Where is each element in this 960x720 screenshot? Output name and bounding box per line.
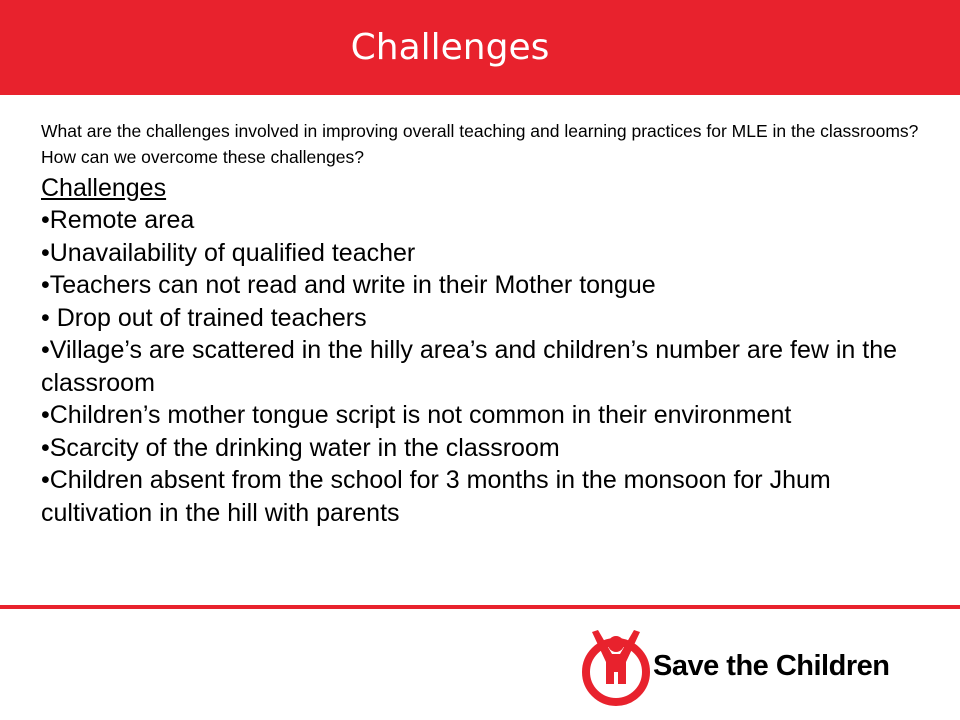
challenges-list [41,204,931,529]
list-item: •Unavailability of qualified teacher [41,238,416,267]
list-item: •Children’s mother tongue script is not common in their environment [41,401,792,429]
slide-content [41,118,931,529]
list-item: •Children absent from the school for 3 months in the monsoon for Jhum cultivation in the hill with parents [41,466,831,527]
list-item: • Drop out of trained teachers [41,303,367,332]
logo-text: Save the Children [653,650,890,682]
slide-title: Challenges [350,27,550,68]
list-item: •Village’s are scattered in the hilly area’s and children’s number are few in the classroom [41,336,898,397]
save-the-children-logo [582,626,922,706]
save-the-children-figure-icon [582,626,650,706]
bottom-rule [0,605,960,609]
section-heading: Challenges [41,174,167,202]
list-item: •Remote area [41,206,195,234]
list-item: •Teachers can not read and write in their Mother tongue [41,271,656,299]
question-text: What are the challenges involved in improving overall teaching and learning practices for MLE in the classrooms? How can we overcome these challenges? [41,121,919,167]
list-item: •Scarcity of the drinking water in the classroom [41,433,560,462]
